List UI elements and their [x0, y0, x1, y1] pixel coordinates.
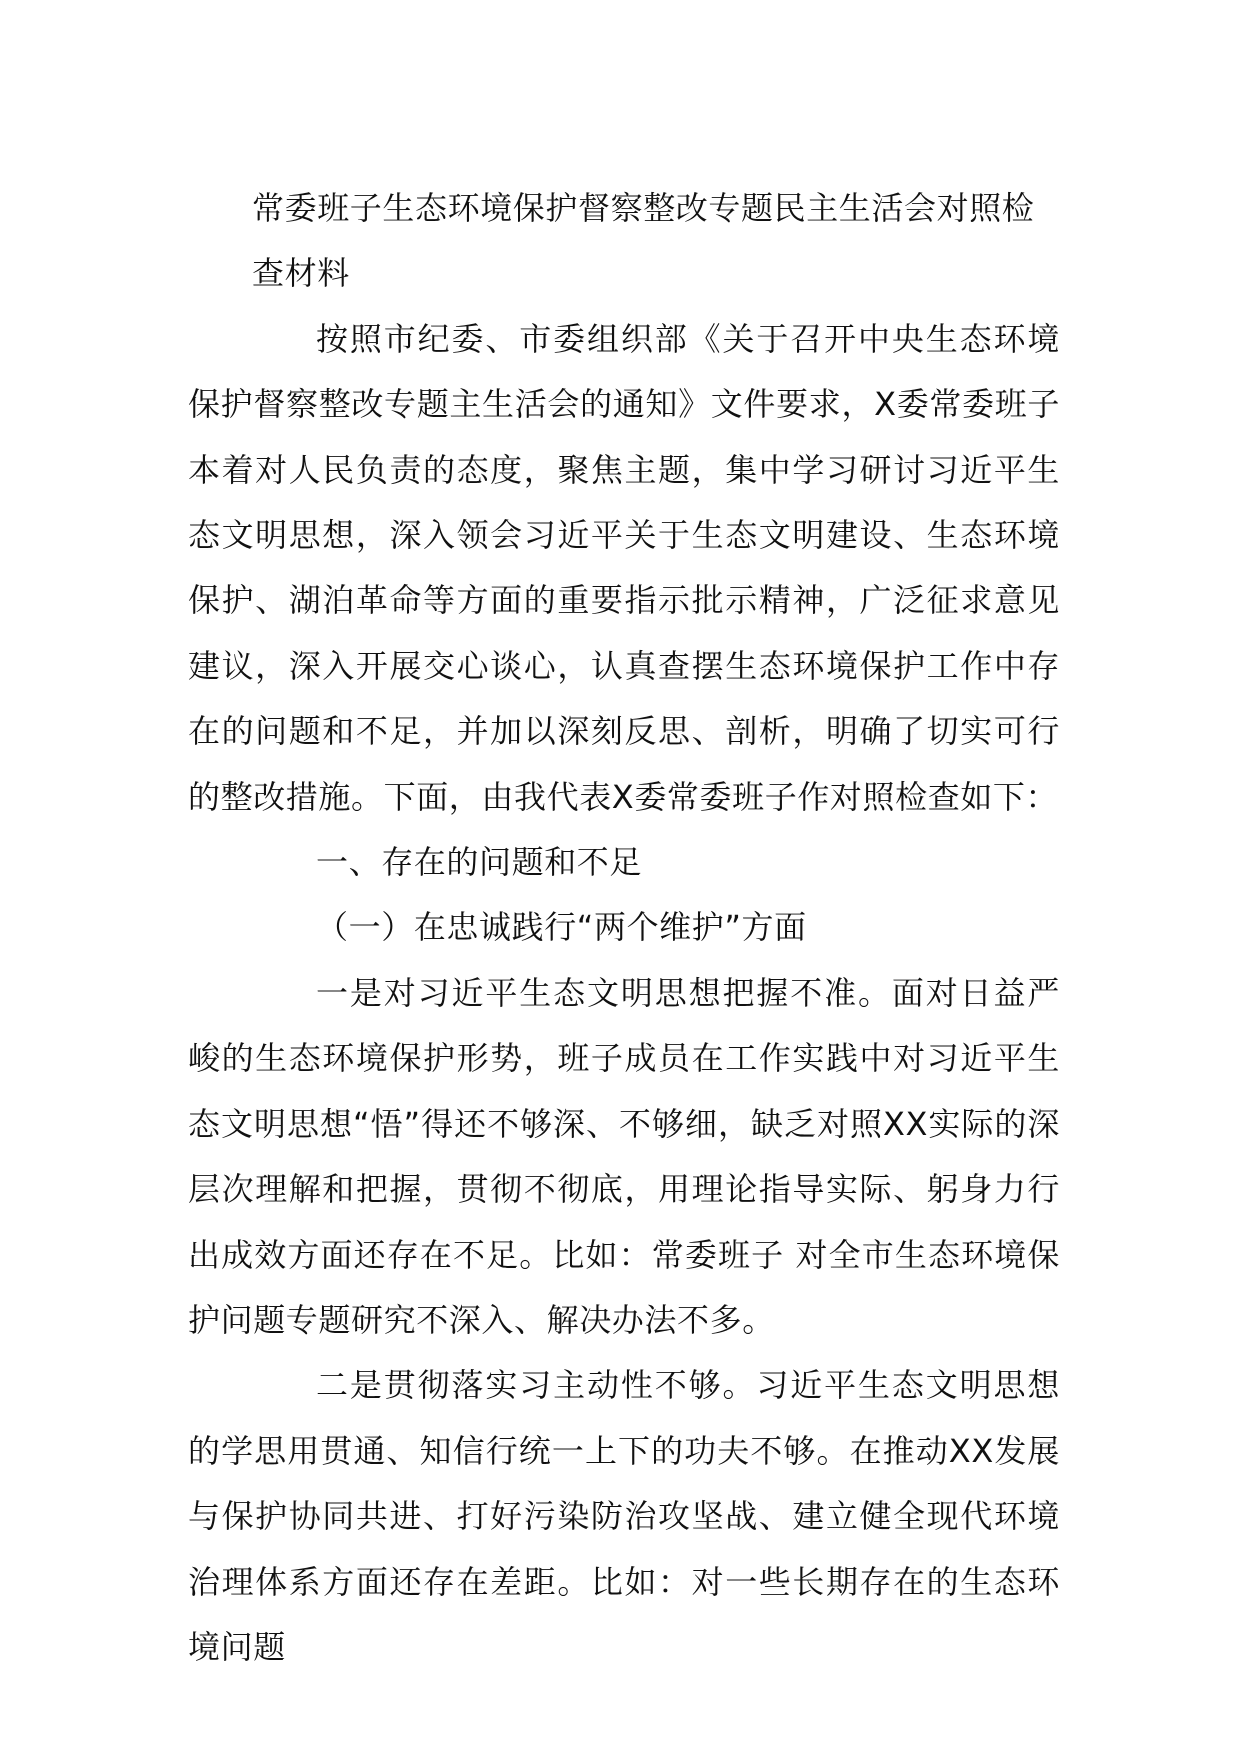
document-page	[188, 176, 1060, 1680]
document-title: 常委班子生态环境保护督察整改专题民主生活会对照检查材料	[252, 189, 1035, 293]
section-heading: 一、存在的问题和不足	[316, 843, 643, 882]
point-one-paragraph: 一是对习近平生态文明思想把握不准。面对日益严峻的生态环境保护形势，班子成员在工作实践中对习近平生态文明思想“悟”得还不够深、不够细，缺乏对照XX实际的深层次理解和把握，贯彻不彻底，用理论指导实际、躬身力行出成效方面还存在不足。比如：常委班子 对全市生态环境保护问题专题研究不深入、解决办法不多。	[188, 973, 1060, 1339]
point-two-paragraph: 二是贯彻落实习主动性不够。习近平生态文明思想的学思用贯通、知信行统一上下的功夫不够。在推动XX发展与保护协同共进、打好污染防治攻坚战、建立健全现代环境治理体系方面还存在差距。比如：对一些长期存在的生态环境问题	[188, 1366, 1060, 1666]
intro-paragraph: 按照市纪委、市委组织部《关于召开中央生态环境保护督察整改专题主生活会的通知》文件要求，X委常委班子本着对人民负责的态度，聚焦主题，集中学习研讨习近平生态文明思想，深入领会习近平关于生态文明建设、生态环境保护、湖泊革命等方面的重要指示批示精神，广泛征求意见建议，深入开展交心谈心，认真查摆生态环境保护工作中存在的问题和不足，并加以深刻反思、剖析，明确了切实可行的整改措施。下面，由我代表X委常委班子作对照检查如下：	[188, 319, 1060, 816]
subsection-heading: （一）在忠诚践行“两个维护”方面	[316, 908, 807, 947]
